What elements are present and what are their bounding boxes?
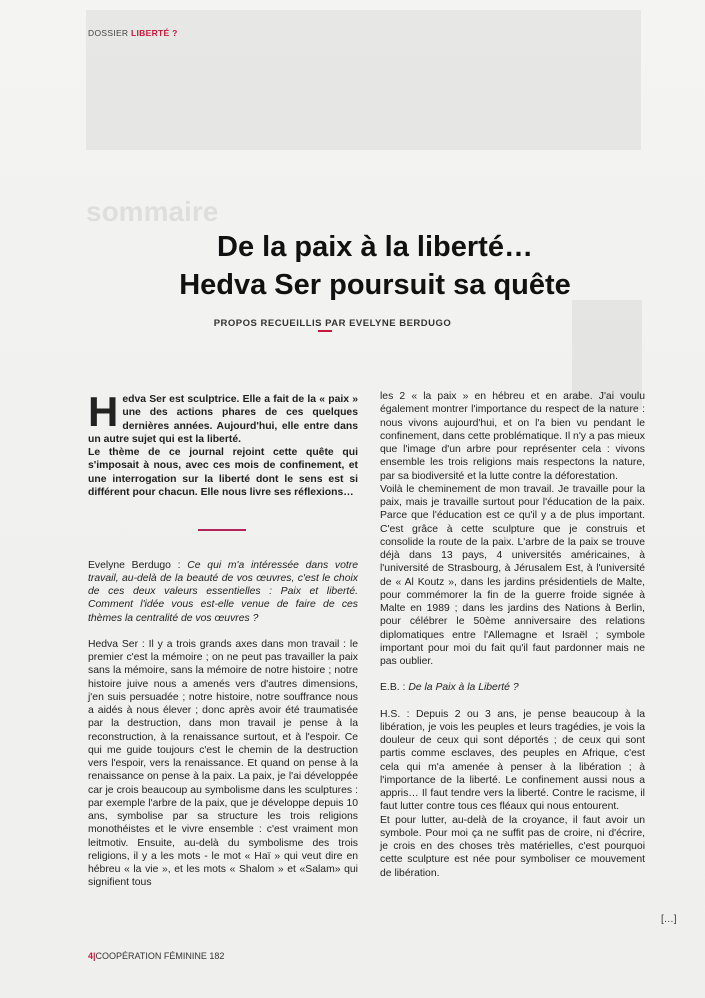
answer-2: [380, 708, 645, 814]
article-title: [60, 228, 690, 304]
a1-speaker: Hedva Ser :: [88, 638, 145, 650]
title-line-1: De la paix à la liberté…: [217, 231, 533, 263]
right-column: [380, 390, 645, 880]
rubric-question-mark: ?: [172, 28, 178, 38]
page-footer: 4|COOPÉRATION FÉMININE 182: [88, 951, 225, 961]
intro-text: edva Ser est sculptrice. Elle a fait de la « paix » une des actions phares de ces quelques dernières années. Aujourd'hui, elle entre dans un autre sujet qui est la liberté.: [88, 394, 358, 445]
a2-speaker: H.S. :: [380, 708, 410, 720]
show-through-heading: sommaire: [86, 196, 219, 227]
title-line-2: Hedva Ser poursuit sa quête: [179, 269, 571, 301]
continued-marker: […]: [661, 914, 677, 925]
q2-speaker: E.B. :: [380, 682, 406, 694]
byline: PROPOS RECUEILLIS PAR EVELYNE BERDUGO: [213, 318, 452, 329]
a1-text: Il y a trois grands axes dans mon travail : le premier c'est la mémoire ; on ne peut pas travailler la paix sans la mémoire, sans la mémoire de notre histoire ; notre histoire juive nous a amenés vers d'autres dimensions, j'en suis persuadée ; notre histoire, notre souffrance nous a aidés à nous élever ; donc après avoir été traumatisée par la destruction, dans mon travail je pense à la reconstruction, à la renaissance surtout, et à l'espoir. Ce qui me guide toujours c'est le chemin de la destruction vers l'espoir, vers la renaissance. Et quand on pense à la renaissance on pense à la paix. La paix, je l'ai développée car je crois beaucoup au symbolisme dans les sculptures : par exemple l'arbre de la paix, que je développe depuis 10 ans, symbolise par sa structure les trois religions monothéistes et le vivre ensemble : c'est vraiment mon leitmotiv. Ensuite, au-delà du symbolisme des trois religions, il y a les mots - le mot « Haï » qui veut dire en hébreu « la vie », et les mots « Shalom » et «Salam» qui signifient tous: [88, 638, 358, 889]
rubric-topic: LIBERTÉ: [131, 28, 170, 38]
q2-text: De la Paix à la Liberté ?: [408, 682, 519, 694]
right-paragraph-2: Voilà le cheminement de mon travail. Je travaille pour la paix, mais je travaille surtout pour l'éducation de la paix. Parce que l'éducation est ce qu'il y a de plus important. C'est grâce à cette sculpture que je construis et consolide la route de la paix. L'arbre de la paix se trouve déjà dans 13 pays, 4 universités américaines, à l'université de Strasbourg, à Jérusalem Est, à l'université de « Al Koutz », dans les jardins présidentiels de Malte, pour commémorer la fin de la guerre froide signée à Malte en 1989 ; dans les jardins des Nations à Berlin, pour célébrer le 50ème anniversaire des relations diplomatiques entre l'Allemagne et Israël ; symbole important pour moi du fait qu'il faut pardonner mais ne pas oublier.: [380, 483, 645, 667]
question-1: [88, 559, 358, 625]
right-paragraph-1: les 2 « la paix » en hébreu et en arabe. J'ai voulu également montrer l'importance du respect de la nature : nous vivons aujourd'hui, et on l'a bien vu pendant le confinement, dans cette problématique. Il n'y a pas mieux que l'image d'un arbre pour représenter cela : vivons ensemble les trois religions mais respectons la nature, par sa biodiversité et la lutte contre la déforestation.: [380, 391, 645, 482]
answer-1: [88, 638, 358, 890]
question-2: [380, 681, 645, 694]
q1-speaker: Evelyne Berdugo :: [88, 559, 181, 571]
byline-divider: [318, 330, 332, 332]
left-column: [88, 388, 359, 890]
magazine-name: COOPÉRATION FÉMININE 182: [95, 951, 225, 961]
intro-paragraph: [88, 388, 358, 446]
section-rubric: [88, 28, 178, 38]
intro-paragraph-2: Le thème de ce journal rejoint cette quête qui s'imposait à nous, avec ces mois de confinement, et une interrogation sur la liberté dont le sens est si différent pour chacun. Elle nous livre ses réflexions…: [88, 447, 358, 498]
right-paragraph-3: Et pour lutter, au-delà de la croyance, il faut avoir un symbole. Pour moi ça ne suffit pas de croire, ni d'écrire, je crois en des choses très matérielles, c'est pourquoi cette sculpture est née pour symboliser ce mouvement de libération.: [380, 814, 645, 879]
a2-text: Depuis 2 ou 3 ans, je pense beaucoup à la libération, je vois les peuples et leurs tragédies, je vois la douleur de ceux qui sont déportés ; de ceux qui sont partis comme esclaves, des peuples en Afrique, c'est cela qui m'a amenée à penser à la libération ; à l'importance de la liberté. Le confinement aussi nous a appris… Il faut tendre vers la liberté. Contre le racisme, il faut lutter contre tous ces fléaux qui nous entourent.: [380, 708, 646, 813]
q1-text: Ce qui m'a intéressée dans votre travail, au-delà de la beauté de vos œuvres, c'est le choix de ces deux valeurs essentielles : Paix et liberté. Comment l'idée vous est-elle venue de faire de ces thèmes la centralité de vos œuvres ?: [88, 559, 359, 624]
rubric-section: DOSSIER: [88, 28, 129, 38]
drop-cap: H: [88, 388, 119, 435]
page-number: 4: [88, 951, 94, 961]
